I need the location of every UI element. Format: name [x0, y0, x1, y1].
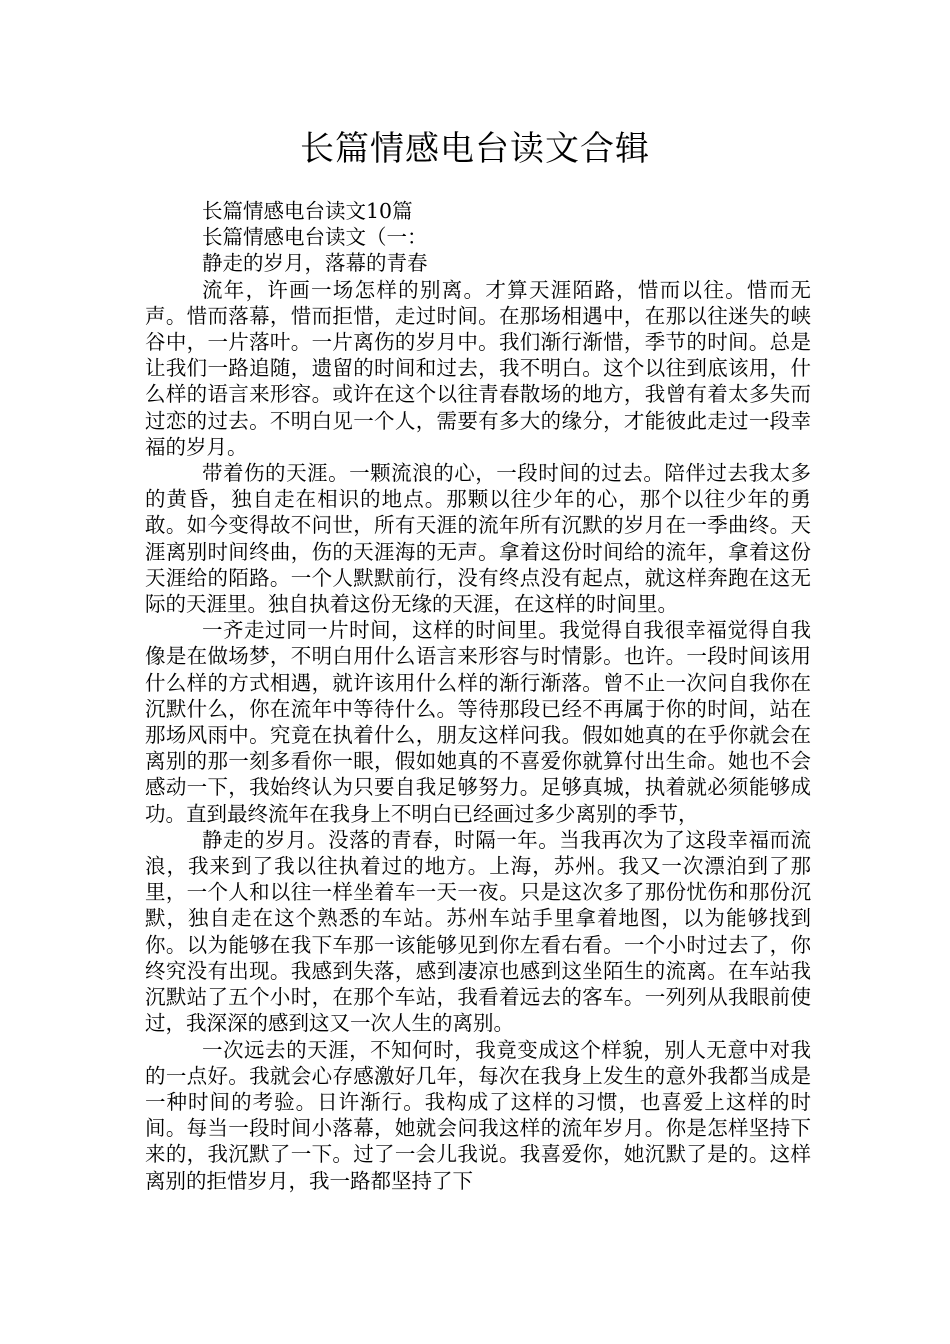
subtitle-line: 长篇情感电台读文10篇 [202, 199, 413, 223]
section-subheading: 静走的岁月，落幕的青春 [202, 251, 428, 276]
section-heading: 长篇情感电台读文（一： [202, 225, 428, 250]
paragraph-5: 一次远去的天涯，不知何时，我竟变成这个样貌，别人无意中对我的一点好。我就会心存感激好几年，每次在我身上发生的意外我都当成是一种时间的考验。日许渐行。我构成了这样的习惯，也喜爱上这样的时间。每当一段时间小落幕，她就会问我这样的流年岁月。你是怎样坚持下来的，我沉默了一下。过了一会儿我说。我喜爱你，她沉默了是的。这样离别的拒惜岁月，我一路都坚持了下 [145, 1037, 811, 1193]
paragraph-2: 带着伤的天涯。一颗流浪的心，一段时间的过去。陪伴过去我太多的黄昏，独自走在相识的地点。那颗以往少年的心，那个以往少年的勇敢。如今变得故不问世，所有天涯的流年所有沉默的岁月在一季曲终。天涯离别时间终曲，伤的天涯海的无声。拿着这份时间给的流年，拿着这份天涯给的陌路。一个人默默前行，没有终点没有起点，就这样奔跑在这无际的天涯里。独自执着这份无缘的天涯，在这样的时间里。 [145, 461, 811, 617]
document-title: 长篇情感电台读文合辑 [300, 129, 650, 169]
paragraph-1: 流年，许画一场怎样的别离。才算天涯陌路，惜而以往。惜而无声。惜而落幕，惜而拒惜，走过时间。在那场相遇中，在那以往迷失的峡谷中，一片落叶。一片离伤的岁月中。我们渐行渐惜，季节的时间。总是让我们一路追随，遗留的时间和过去，我不明白。这个以往到底该用，什么样的语言来形容。或许在这个以往青春散场的地方，我曾有着太多失而过恋的过去。不明白见一个人，需要有多大的缘分，才能彼此走过一段幸福的岁月。 [145, 277, 811, 459]
document-body [145, 198, 811, 1194]
paragraph-3: 一齐走过同一片时间，这样的时间里。我觉得自我很幸福觉得自我像是在做场梦，不明白用什么语言来形容与时情影。也许。一段时间该用什么样的方式相遇，就许该用什么样的渐行渐落。曾不止一次问自我你在沉默什么，你在流年中等待什么。等待那段已经不再属于你的时间，站在那场风雨中。究竟在执着什么，朋友这样问我。假如她真的在乎你就会在离别的那一刻多看你一眼，假如她真的不喜爱你就算付出生命。她也不会感动一下，我始终认为只要自我足够努力。足够真城，执着就必须能够成功。直到最终流年在我身上不明白已经画过多少离别的季节， [145, 618, 811, 826]
paragraph-4: 静走的岁月。没落的青春，时隔一年。当我再次为了这段幸福而流浪，我来到了我以往执着过的地方。上海，苏州。我又一次漂泊到了那里，一个人和以往一样坐着车一天一夜。只是这次多了那份忧伤和那份沉默，独自走在这个熟悉的车站。苏州车站手里拿着地图，以为能够找到你。以为能够在我下车那一该能够见到你左看右看。一个小时过去了，你终究没有出现。我感到失落，感到凄凉也感到这坐陌生的流离。在车站我沉默站了五个小时，在那个车站，我看着远去的客车。一列列从我眼前使过，我深深的感到这又一次人生的离别。 [145, 827, 811, 1036]
